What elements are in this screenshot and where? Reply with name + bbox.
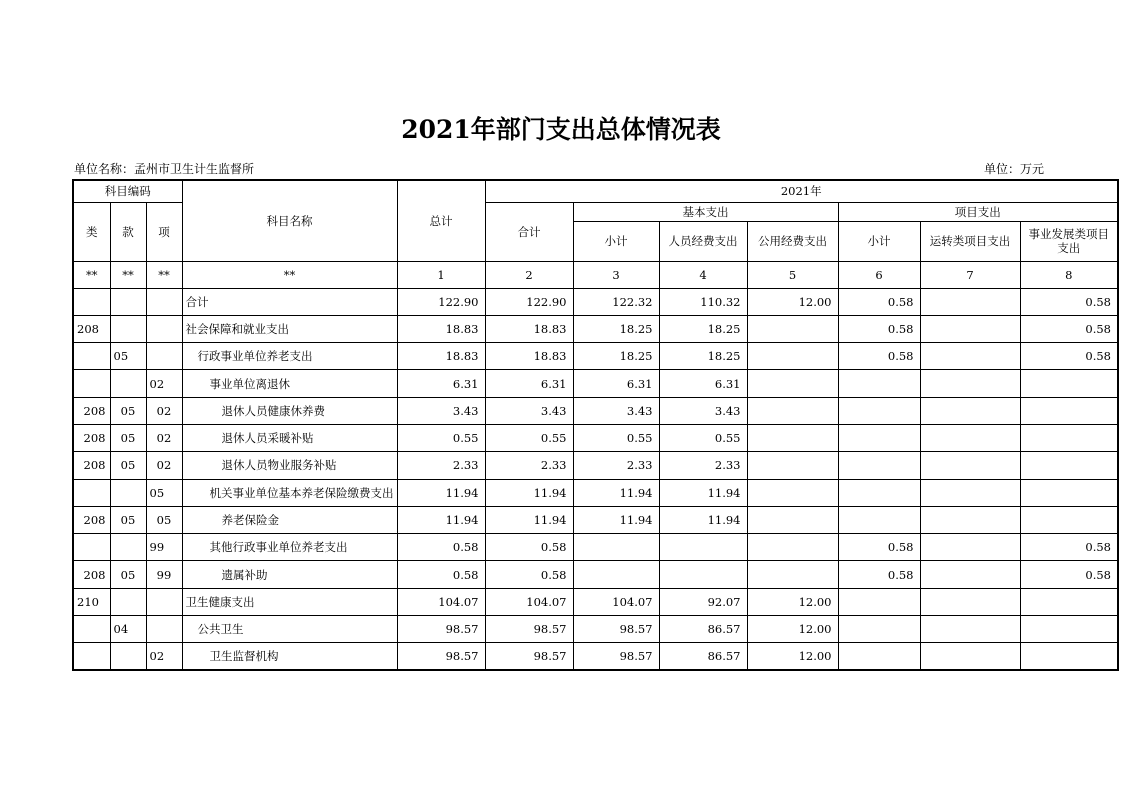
header-project: 项目支出 bbox=[838, 202, 1118, 221]
kuan-cell bbox=[110, 288, 146, 315]
subject-name-cell: 机关事业单位基本养老保险缴费支出 bbox=[182, 479, 397, 506]
basic-subtotal-cell: 3.43 bbox=[573, 397, 659, 424]
total-cell: 2.33 bbox=[397, 452, 485, 479]
project-subtotal-cell bbox=[838, 588, 920, 615]
kuan-cell: 05 bbox=[110, 397, 146, 424]
operating-cell bbox=[920, 370, 1020, 397]
operating-cell bbox=[920, 343, 1020, 370]
lei-cell: 208 bbox=[73, 452, 110, 479]
project-subtotal-cell bbox=[838, 506, 920, 533]
project-subtotal-cell bbox=[838, 424, 920, 451]
kuan-cell bbox=[110, 479, 146, 506]
project-subtotal-cell bbox=[838, 616, 920, 643]
header-personnel: 人员经费支出 bbox=[659, 221, 747, 261]
header-mark-cell: ** bbox=[146, 261, 182, 288]
header-mark-cell: ** bbox=[110, 261, 146, 288]
basic-subtotal-cell: 2.33 bbox=[573, 452, 659, 479]
basic-subtotal-cell: 6.31 bbox=[573, 370, 659, 397]
header-mark-cell: 6 bbox=[838, 261, 920, 288]
heji-cell: 6.31 bbox=[485, 370, 573, 397]
basic-subtotal-cell: 104.07 bbox=[573, 588, 659, 615]
header-subtotal1: 小计 bbox=[573, 221, 659, 261]
total-cell: 3.43 bbox=[397, 397, 485, 424]
table-row bbox=[73, 534, 1118, 561]
public-cell: 12.00 bbox=[747, 643, 838, 670]
header-mark-cell: 3 bbox=[573, 261, 659, 288]
operating-cell bbox=[920, 424, 1020, 451]
operating-cell bbox=[920, 397, 1020, 424]
header-mark-cell: 8 bbox=[1020, 261, 1118, 288]
subject-name-cell: 其他行政事业单位养老支出 bbox=[182, 534, 397, 561]
lei-cell: 208 bbox=[73, 315, 110, 342]
heji-cell: 0.58 bbox=[485, 534, 573, 561]
unit-label: 单位：万元 bbox=[983, 162, 1044, 176]
table-row bbox=[73, 479, 1118, 506]
xiang-cell: 02 bbox=[146, 370, 182, 397]
kuan-cell: 05 bbox=[110, 561, 146, 588]
heji-cell: 3.43 bbox=[485, 397, 573, 424]
subject-name-cell: 事业单位离退休 bbox=[182, 370, 397, 397]
development-cell: 0.58 bbox=[1020, 534, 1118, 561]
lei-cell bbox=[73, 616, 110, 643]
personnel-cell: 3.43 bbox=[659, 397, 747, 424]
personnel-cell: 0.55 bbox=[659, 424, 747, 451]
lei-cell bbox=[73, 643, 110, 670]
public-cell: 12.00 bbox=[747, 616, 838, 643]
xiang-cell: 02 bbox=[146, 643, 182, 670]
header-xiang: 项 bbox=[146, 202, 182, 261]
header-development: 事业发展类项目支出 bbox=[1020, 221, 1118, 261]
total-cell: 0.58 bbox=[397, 561, 485, 588]
lei-cell bbox=[73, 534, 110, 561]
xiang-cell: 99 bbox=[146, 561, 182, 588]
kuan-cell bbox=[110, 643, 146, 670]
kuan-cell bbox=[110, 534, 146, 561]
lei-cell: 208 bbox=[73, 561, 110, 588]
total-cell: 0.58 bbox=[397, 534, 485, 561]
personnel-cell: 86.57 bbox=[659, 643, 747, 670]
heji-cell: 98.57 bbox=[485, 616, 573, 643]
total-cell: 98.57 bbox=[397, 616, 485, 643]
personnel-cell: 11.94 bbox=[659, 506, 747, 533]
xiang-cell: 02 bbox=[146, 424, 182, 451]
basic-subtotal-cell: 11.94 bbox=[573, 479, 659, 506]
basic-subtotal-cell: 11.94 bbox=[573, 506, 659, 533]
total-cell: 122.90 bbox=[397, 288, 485, 315]
heji-cell: 0.58 bbox=[485, 561, 573, 588]
public-cell: 12.00 bbox=[747, 588, 838, 615]
table-row bbox=[73, 424, 1118, 451]
personnel-cell: 18.25 bbox=[659, 343, 747, 370]
heji-cell: 0.55 bbox=[485, 424, 573, 451]
personnel-cell bbox=[659, 561, 747, 588]
heji-cell: 18.83 bbox=[485, 315, 573, 342]
subject-name-cell: 合计 bbox=[182, 288, 397, 315]
development-cell bbox=[1020, 643, 1118, 670]
personnel-cell: 86.57 bbox=[659, 616, 747, 643]
total-cell: 18.83 bbox=[397, 343, 485, 370]
kuan-cell: 04 bbox=[110, 616, 146, 643]
public-cell bbox=[747, 315, 838, 342]
project-subtotal-cell bbox=[838, 479, 920, 506]
kuan-cell bbox=[110, 370, 146, 397]
personnel-cell: 92.07 bbox=[659, 588, 747, 615]
subject-name-cell: 退休人员物业服务补贴 bbox=[182, 452, 397, 479]
lei-cell bbox=[73, 288, 110, 315]
heji-cell: 98.57 bbox=[485, 643, 573, 670]
kuan-cell bbox=[110, 315, 146, 342]
header-mark-cell: 4 bbox=[659, 261, 747, 288]
lei-cell: 210 bbox=[73, 588, 110, 615]
personnel-cell: 110.32 bbox=[659, 288, 747, 315]
subject-name-cell: 退休人员采暖补贴 bbox=[182, 424, 397, 451]
basic-subtotal-cell: 18.25 bbox=[573, 315, 659, 342]
subject-name-cell: 社会保障和就业支出 bbox=[182, 315, 397, 342]
table-row bbox=[73, 452, 1118, 479]
header-lei: 类 bbox=[73, 202, 110, 261]
public-cell bbox=[747, 397, 838, 424]
header-mark-cell: 5 bbox=[747, 261, 838, 288]
total-cell: 11.94 bbox=[397, 479, 485, 506]
kuan-cell: 05 bbox=[110, 452, 146, 479]
public-cell bbox=[747, 534, 838, 561]
operating-cell bbox=[920, 506, 1020, 533]
header-subtotal2: 小计 bbox=[838, 221, 920, 261]
subject-name-cell: 遗属补助 bbox=[182, 561, 397, 588]
xiang-cell bbox=[146, 588, 182, 615]
table-row bbox=[73, 643, 1118, 670]
xiang-cell bbox=[146, 288, 182, 315]
xiang-cell: 05 bbox=[146, 506, 182, 533]
table-row bbox=[73, 506, 1118, 533]
basic-subtotal-cell: 0.55 bbox=[573, 424, 659, 451]
lei-cell bbox=[73, 479, 110, 506]
lei-cell: 208 bbox=[73, 397, 110, 424]
basic-subtotal-cell bbox=[573, 561, 659, 588]
total-cell: 11.94 bbox=[397, 506, 485, 533]
public-cell: 12.00 bbox=[747, 288, 838, 315]
xiang-cell bbox=[146, 343, 182, 370]
xiang-cell: 99 bbox=[146, 534, 182, 561]
heji-cell: 122.90 bbox=[485, 288, 573, 315]
header-mark-cell: ** bbox=[73, 261, 110, 288]
lei-cell: 208 bbox=[73, 506, 110, 533]
basic-subtotal-cell bbox=[573, 534, 659, 561]
public-cell bbox=[747, 370, 838, 397]
public-cell bbox=[747, 424, 838, 451]
kuan-cell: 05 bbox=[110, 424, 146, 451]
project-subtotal-cell: 0.58 bbox=[838, 534, 920, 561]
table-row bbox=[73, 315, 1118, 342]
operating-cell bbox=[920, 534, 1020, 561]
personnel-cell: 18.25 bbox=[659, 315, 747, 342]
development-cell bbox=[1020, 479, 1118, 506]
lei-cell: 208 bbox=[73, 424, 110, 451]
total-cell: 6.31 bbox=[397, 370, 485, 397]
xiang-cell: 02 bbox=[146, 397, 182, 424]
development-cell bbox=[1020, 506, 1118, 533]
operating-cell bbox=[920, 479, 1020, 506]
xiang-cell bbox=[146, 616, 182, 643]
heji-cell: 11.94 bbox=[485, 479, 573, 506]
table-row bbox=[73, 343, 1118, 370]
header-mark-cell: 7 bbox=[920, 261, 1020, 288]
development-cell: 0.58 bbox=[1020, 315, 1118, 342]
project-subtotal-cell: 0.58 bbox=[838, 343, 920, 370]
total-cell: 98.57 bbox=[397, 643, 485, 670]
development-cell bbox=[1020, 397, 1118, 424]
xiang-cell: 05 bbox=[146, 479, 182, 506]
operating-cell bbox=[920, 588, 1020, 615]
unit-name-label: 单位名称：孟州市卫生计生监督所 bbox=[74, 162, 255, 176]
header-year: 2021年 bbox=[485, 180, 1118, 202]
development-cell: 0.58 bbox=[1020, 561, 1118, 588]
personnel-cell: 11.94 bbox=[659, 479, 747, 506]
header-name: 科目名称 bbox=[182, 180, 397, 261]
table-row bbox=[73, 288, 1118, 315]
heji-cell: 11.94 bbox=[485, 506, 573, 533]
public-cell bbox=[747, 506, 838, 533]
subject-name-cell: 公共卫生 bbox=[182, 616, 397, 643]
header-basic: 基本支出 bbox=[573, 202, 838, 221]
kuan-cell: 05 bbox=[110, 343, 146, 370]
project-subtotal-cell bbox=[838, 452, 920, 479]
table-row bbox=[73, 397, 1118, 424]
project-subtotal-cell bbox=[838, 643, 920, 670]
basic-subtotal-cell: 122.32 bbox=[573, 288, 659, 315]
personnel-cell: 6.31 bbox=[659, 370, 747, 397]
kuan-cell bbox=[110, 588, 146, 615]
header-mark-cell: 2 bbox=[485, 261, 573, 288]
development-cell bbox=[1020, 370, 1118, 397]
subject-name-cell: 卫生健康支出 bbox=[182, 588, 397, 615]
kuan-cell: 05 bbox=[110, 506, 146, 533]
total-cell: 104.07 bbox=[397, 588, 485, 615]
public-cell bbox=[747, 452, 838, 479]
header-kuan: 款 bbox=[110, 202, 146, 261]
header-code-group: 科目编码 bbox=[73, 180, 182, 202]
operating-cell bbox=[920, 315, 1020, 342]
table-row bbox=[73, 588, 1118, 615]
table-row bbox=[73, 561, 1118, 588]
lei-cell bbox=[73, 370, 110, 397]
header-heji: 合计 bbox=[485, 202, 573, 261]
operating-cell bbox=[920, 288, 1020, 315]
header-total: 总计 bbox=[397, 180, 485, 261]
table-row bbox=[73, 616, 1118, 643]
public-cell bbox=[747, 343, 838, 370]
project-subtotal-cell: 0.58 bbox=[838, 315, 920, 342]
header-public: 公用经费支出 bbox=[747, 221, 838, 261]
subject-name-cell: 养老保险金 bbox=[182, 506, 397, 533]
development-cell bbox=[1020, 616, 1118, 643]
personnel-cell bbox=[659, 534, 747, 561]
xiang-cell bbox=[146, 315, 182, 342]
operating-cell bbox=[920, 616, 1020, 643]
xiang-cell: 02 bbox=[146, 452, 182, 479]
total-cell: 18.83 bbox=[397, 315, 485, 342]
header-mark-cell: ** bbox=[182, 261, 397, 288]
basic-subtotal-cell: 18.25 bbox=[573, 343, 659, 370]
project-subtotal-cell: 0.58 bbox=[838, 561, 920, 588]
public-cell bbox=[747, 561, 838, 588]
public-cell bbox=[747, 479, 838, 506]
development-cell: 0.58 bbox=[1020, 288, 1118, 315]
subject-name-cell: 退休人员健康休养费 bbox=[182, 397, 397, 424]
project-subtotal-cell bbox=[838, 370, 920, 397]
project-subtotal-cell: 0.58 bbox=[838, 288, 920, 315]
operating-cell bbox=[920, 452, 1020, 479]
operating-cell bbox=[920, 561, 1020, 588]
basic-subtotal-cell: 98.57 bbox=[573, 616, 659, 643]
table-row bbox=[73, 370, 1118, 397]
heji-cell: 2.33 bbox=[485, 452, 573, 479]
heji-cell: 104.07 bbox=[485, 588, 573, 615]
development-cell: 0.58 bbox=[1020, 343, 1118, 370]
subject-name-cell: 卫生监督机构 bbox=[182, 643, 397, 670]
page-title: 2021年部门支出总体情况表 bbox=[401, 115, 721, 144]
personnel-cell: 2.33 bbox=[659, 452, 747, 479]
development-cell bbox=[1020, 452, 1118, 479]
development-cell bbox=[1020, 424, 1118, 451]
heji-cell: 18.83 bbox=[485, 343, 573, 370]
expenditure-table bbox=[72, 179, 1119, 671]
operating-cell bbox=[920, 643, 1020, 670]
development-cell bbox=[1020, 588, 1118, 615]
basic-subtotal-cell: 98.57 bbox=[573, 643, 659, 670]
header-mark-cell: 1 bbox=[397, 261, 485, 288]
project-subtotal-cell bbox=[838, 397, 920, 424]
subject-name-cell: 行政事业单位养老支出 bbox=[182, 343, 397, 370]
lei-cell bbox=[73, 343, 110, 370]
header-operating: 运转类项目支出 bbox=[920, 221, 1020, 261]
total-cell: 0.55 bbox=[397, 424, 485, 451]
